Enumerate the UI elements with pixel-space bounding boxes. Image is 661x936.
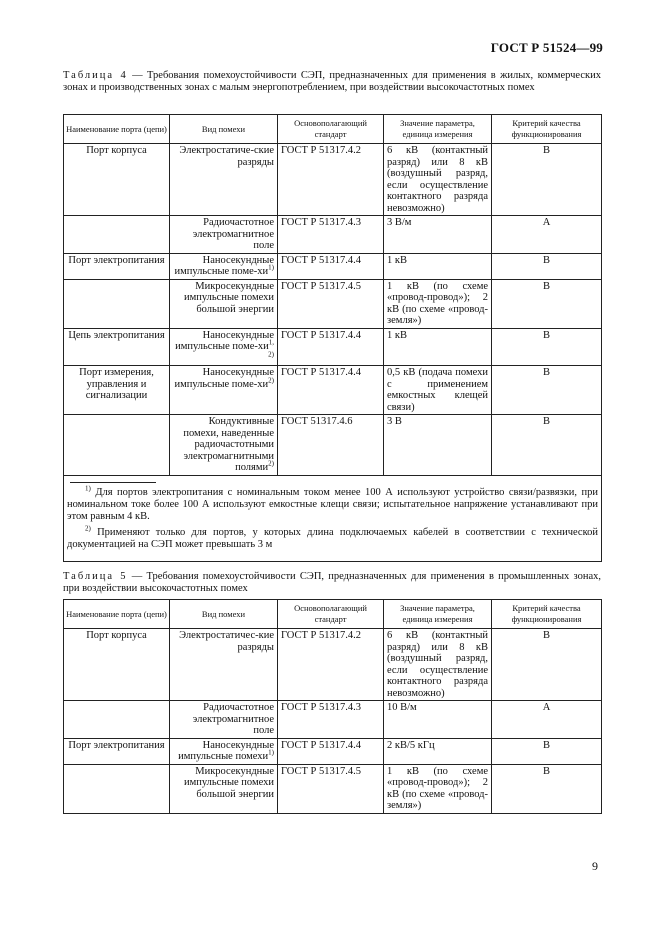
cell-criterion: В bbox=[492, 279, 602, 328]
cell-standard: ГОСТ Р 51317.4.2 bbox=[278, 629, 384, 701]
cell-type bbox=[170, 366, 278, 415]
cell-type bbox=[170, 328, 278, 366]
col-header-port: Наименование порта (цепи) bbox=[64, 600, 170, 629]
table-row bbox=[64, 279, 602, 328]
cell-value: 6 кВ (контактный разряд) или 8 кВ (воздушный разряд, если осуществление контактного разряда невозможно) bbox=[384, 629, 492, 701]
col-header-standard: Основополагающий стандарт bbox=[278, 600, 384, 629]
footnote-ref: 2) bbox=[268, 376, 274, 384]
cell-port bbox=[64, 216, 170, 254]
col-header-value: Значение параметра, единица измерения bbox=[384, 600, 492, 629]
cell-port bbox=[64, 701, 170, 739]
cell-standard: ГОСТ 51317.4.6 bbox=[278, 415, 384, 476]
table4-label: Таблица 4 bbox=[63, 70, 128, 81]
cell-type-text: Наносекундные импульсные помехи bbox=[178, 739, 274, 762]
table4 bbox=[63, 114, 602, 562]
page-number: 9 bbox=[592, 859, 598, 873]
cell-standard: ГОСТ Р 51317.4.4 bbox=[278, 366, 384, 415]
cell-port: Порт измерения, управления и сигнализации bbox=[64, 366, 170, 415]
cell-type-text: Радиочастотное электромагнитное поле bbox=[192, 217, 274, 251]
cell-type-text: Радиочастотное электромагнитное поле bbox=[192, 702, 274, 736]
col-header-port: Наименование порта (цепи) bbox=[64, 115, 170, 144]
cell-port: Порт электропитания bbox=[64, 738, 170, 764]
cell-standard: ГОСТ Р 51317.4.3 bbox=[278, 701, 384, 739]
footnote-ref: 1) bbox=[268, 748, 274, 757]
footnote-ref: 1) bbox=[268, 263, 274, 272]
cell-value: 3 В/м bbox=[384, 216, 492, 254]
cell-value: 1 кВ (по схеме «провод-провод»); 2 кВ (по схеме «провод-земля») bbox=[384, 279, 492, 328]
cell-type-text: Кондуктивные помехи, наведенные радиочастотными электромагнитными полями bbox=[183, 416, 274, 473]
col-header-type: Вид помехи bbox=[170, 600, 278, 629]
table-row bbox=[64, 701, 602, 739]
cell-standard: ГОСТ Р 51317.4.4 bbox=[278, 738, 384, 764]
cell-type-text: Электростатичес-кие разряды bbox=[179, 630, 274, 653]
cell-criterion: В bbox=[492, 415, 602, 476]
cell-port: Порт электропитания bbox=[64, 253, 170, 279]
table4-caption-text: — Требования помехоустойчивости СЭП, предназначенных для применения в жилых, коммерческих зонах и производственных зонах с малым энергопотреблением, при воздействии высокочастотных помех bbox=[63, 70, 601, 93]
cell-standard: ГОСТ Р 51317.4.2 bbox=[278, 144, 384, 216]
footnote-1-mark: 1) bbox=[85, 484, 91, 492]
footnote-2 bbox=[67, 524, 598, 551]
cell-type bbox=[170, 216, 278, 254]
cell-port: Цепь электропитания bbox=[64, 328, 170, 366]
cell-criterion: В bbox=[492, 144, 602, 216]
footnotes bbox=[64, 475, 602, 561]
cell-value: 1 кВ bbox=[384, 328, 492, 366]
footnote-ref: 1, 2) bbox=[268, 338, 274, 358]
cell-type bbox=[170, 738, 278, 764]
table-row bbox=[64, 216, 602, 254]
cell-criterion: А bbox=[492, 216, 602, 254]
table-row bbox=[64, 738, 602, 764]
footnote-2-text: Применяют только для портов, у которых длина подключаемых кабелей в соответствии с технической документацией на СЭП может превышать 3 м bbox=[67, 526, 598, 550]
cell-value: 1 кВ (по схеме «провод-провод»); 2 кВ (по схеме «провод-земля») bbox=[384, 764, 492, 813]
table-row bbox=[64, 764, 602, 813]
cell-value: 2 кВ/5 кГц bbox=[384, 738, 492, 764]
footnote-1-text: Для портов электропитания с номинальным током менее 100 А используют устройство связи/развязки, при номинальном токе более 100 А используют емкостные клещи связи; испытательное напряжение устанавливают при этом равным 4 кВ. bbox=[67, 486, 598, 522]
cell-criterion: В bbox=[492, 764, 602, 813]
footnote-ref: 2) bbox=[268, 459, 274, 468]
cell-value: 0,5 кВ (подача помехи с применением емкостных клещей связи) bbox=[384, 366, 492, 415]
cell-port: Порт корпуса bbox=[64, 629, 170, 701]
footnotes-row bbox=[64, 475, 602, 561]
cell-type-text: Микросекундные импульсные помехи большой энергии bbox=[183, 280, 274, 315]
cell-value: 6 кВ (контактный разряд) или 8 кВ (воздушный разряд, если осуществление контактного разряда невозможно) bbox=[384, 144, 492, 216]
table-row bbox=[64, 253, 602, 279]
col-header-standard: Основополагающий стандарт bbox=[278, 115, 384, 144]
col-header-type: Вид помехи bbox=[170, 115, 278, 144]
cell-standard: ГОСТ Р 51317.4.3 bbox=[278, 216, 384, 254]
cell-type bbox=[170, 415, 278, 476]
cell-criterion: В bbox=[492, 738, 602, 764]
table-row bbox=[64, 328, 602, 366]
table-row bbox=[64, 415, 602, 476]
cell-type bbox=[170, 701, 278, 739]
cell-port bbox=[64, 279, 170, 328]
footnote-divider bbox=[70, 482, 156, 483]
cell-criterion: В bbox=[492, 629, 602, 701]
table4-header-row bbox=[64, 115, 602, 144]
table4-caption bbox=[63, 70, 601, 94]
table5-caption-text: — Требования помехоустойчивости СЭП, предназначенных для применения в промышленных зонах, при воздействии высокочастотных помех bbox=[63, 571, 601, 594]
cell-type-text: Наносекундные импульсные поме-хи bbox=[174, 254, 274, 277]
cell-type-text: Микросекундные импульсные помехи большой энергии bbox=[183, 765, 274, 800]
document-header: ГОСТ Р 51524—99 bbox=[490, 40, 603, 55]
cell-criterion: В bbox=[492, 328, 602, 366]
cell-port bbox=[64, 764, 170, 813]
cell-standard: ГОСТ Р 51317.4.5 bbox=[278, 279, 384, 328]
cell-standard: ГОСТ Р 51317.4.5 bbox=[278, 764, 384, 813]
col-header-value: Значение параметра, единица измерения bbox=[384, 115, 492, 144]
table5-label: Таблица 5 bbox=[63, 571, 128, 582]
cell-type-text: Электростатиче-ские разряды bbox=[179, 145, 274, 168]
table5 bbox=[63, 599, 602, 814]
table5-caption bbox=[63, 571, 601, 595]
cell-port bbox=[64, 415, 170, 476]
cell-type bbox=[170, 253, 278, 279]
table-row bbox=[64, 144, 602, 216]
cell-value: 10 В/м bbox=[384, 701, 492, 739]
cell-standard: ГОСТ Р 51317.4.4 bbox=[278, 328, 384, 366]
table5-header-row bbox=[64, 600, 602, 629]
cell-criterion: А bbox=[492, 701, 602, 739]
col-header-criterion: Критерий качества функционирования bbox=[492, 600, 602, 629]
cell-type bbox=[170, 279, 278, 328]
cell-type bbox=[170, 629, 278, 701]
cell-value: 1 кВ bbox=[384, 253, 492, 279]
col-header-criterion: Критерий качества функционирования bbox=[492, 115, 602, 144]
cell-type-text: Наносекундные импульсные поме-хи bbox=[174, 367, 274, 390]
table-row bbox=[64, 366, 602, 415]
cell-value: 3 В bbox=[384, 415, 492, 476]
cell-port: Порт корпуса bbox=[64, 144, 170, 216]
cell-type bbox=[170, 764, 278, 813]
cell-standard: ГОСТ Р 51317.4.4 bbox=[278, 253, 384, 279]
cell-criterion: В bbox=[492, 253, 602, 279]
footnote-1 bbox=[67, 484, 598, 523]
cell-type bbox=[170, 144, 278, 216]
footnote-2-mark: 2) bbox=[85, 524, 91, 532]
table-row bbox=[64, 629, 602, 701]
cell-type-text: Наносекундные импульсные поме-хи bbox=[175, 329, 274, 352]
cell-criterion: В bbox=[492, 366, 602, 415]
